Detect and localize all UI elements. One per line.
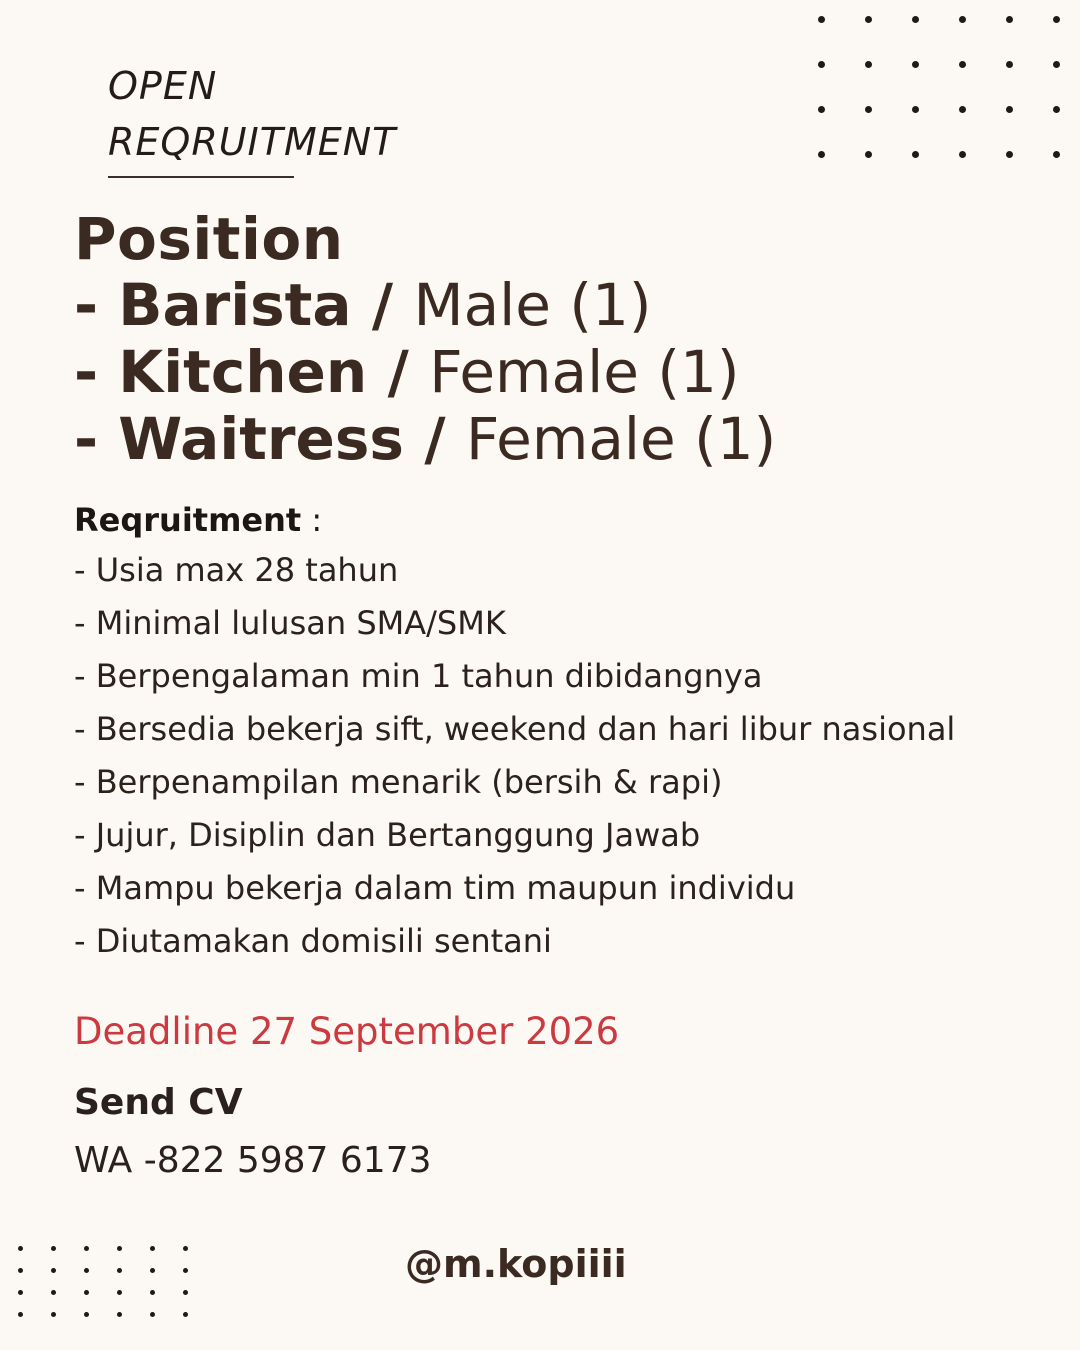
- requirements-title-colon: :: [301, 501, 323, 539]
- decorative-dot: [1006, 106, 1013, 113]
- position-role: Barista: [118, 271, 352, 339]
- position-role: Waitress: [118, 405, 404, 473]
- send-cv-label: Send CV: [74, 1082, 243, 1123]
- position-detail: Female (1): [465, 405, 777, 473]
- decorative-dot: [51, 1268, 56, 1273]
- position-detail: Female (1): [429, 338, 740, 406]
- decorative-dot: [959, 16, 966, 23]
- position-slash: /: [371, 271, 394, 339]
- decorative-dot: [150, 1268, 155, 1273]
- decorative-dot: [1006, 61, 1013, 68]
- decorative-dot: [150, 1290, 155, 1295]
- position-role: Kitchen: [118, 338, 368, 406]
- decorative-dot: [84, 1312, 89, 1317]
- header-underline: [108, 176, 294, 178]
- requirement-item: - Usia max 28 tahun: [74, 551, 399, 589]
- position-line: [74, 339, 1014, 406]
- decorative-dot: [1053, 106, 1060, 113]
- decorative-dot: [1053, 61, 1060, 68]
- requirement-item: - Mampu bekerja dalam tim maupun individu: [74, 869, 796, 907]
- position-slash: /: [387, 338, 409, 406]
- header-line-open: OPEN: [108, 64, 218, 108]
- decorative-dot: [818, 151, 825, 158]
- decorative-dot: [84, 1290, 89, 1295]
- decorative-dot: [1053, 151, 1060, 158]
- positions-section: [74, 206, 1014, 473]
- decorative-dot: [150, 1312, 155, 1317]
- decorative-dot: [183, 1312, 188, 1317]
- decorative-dot: [1006, 16, 1013, 23]
- position-line: [74, 272, 1014, 339]
- decorative-dot: [117, 1312, 122, 1317]
- position-prefix: -: [74, 405, 119, 473]
- position-detail: Male (1): [413, 271, 652, 339]
- requirement-item: - Berpengalaman min 1 tahun dibidangnya: [74, 657, 763, 695]
- decorative-dot: [117, 1268, 122, 1273]
- instagram-handle: @m.kopiiii: [405, 1242, 627, 1286]
- decorative-dot: [1006, 151, 1013, 158]
- decorative-dot: [865, 16, 872, 23]
- position-prefix: -: [74, 338, 119, 406]
- decorative-dot: [1053, 16, 1060, 23]
- requirements-title-text: Reqruitment: [74, 501, 302, 539]
- requirement-item: - Diutamakan domisili sentani: [74, 922, 552, 960]
- requirement-item: - Bersedia bekerja sift, weekend dan hari libur nasional: [74, 710, 956, 748]
- decorative-dot: [84, 1246, 89, 1251]
- decorative-dot: [117, 1246, 122, 1251]
- decorative-dot: [51, 1290, 56, 1295]
- decorative-dot: [183, 1290, 188, 1295]
- decorative-dot: [117, 1290, 122, 1295]
- decorative-dot: [18, 1246, 23, 1251]
- decorative-dot: [912, 16, 919, 23]
- decorative-dot: [818, 106, 825, 113]
- decorative-dot: [959, 151, 966, 158]
- decorative-dot: [183, 1246, 188, 1251]
- decorative-dot: [183, 1268, 188, 1273]
- decorative-dot: [912, 151, 919, 158]
- decorative-dot: [818, 16, 825, 23]
- decorative-dot: [865, 106, 872, 113]
- requirement-item: - Minimal lulusan SMA/SMK: [74, 604, 506, 642]
- decorative-dot: [51, 1246, 56, 1251]
- position-slash: /: [424, 405, 446, 473]
- decorative-dot: [51, 1312, 56, 1317]
- decorative-dot: [959, 106, 966, 113]
- header: [108, 58, 396, 170]
- decorative-dot: [865, 151, 872, 158]
- decorative-dot: [959, 61, 966, 68]
- deadline-text: Deadline 27 September 2026: [74, 1010, 620, 1053]
- position-line: [74, 406, 1014, 473]
- requirements-section: [74, 496, 1064, 968]
- decorative-dot: [150, 1246, 155, 1251]
- position-prefix: -: [74, 271, 119, 339]
- requirements-title: [74, 496, 1064, 544]
- requirement-item: - Berpenampilan menarik (bersih & rapi): [74, 763, 723, 801]
- decorative-dot: [818, 61, 825, 68]
- decorative-dot: [912, 106, 919, 113]
- decorative-dot: [18, 1290, 23, 1295]
- decorative-dot: [18, 1312, 23, 1317]
- decorative-dot: [84, 1268, 89, 1273]
- header-line-reqruitment: REQRUITMENT: [108, 120, 397, 164]
- whatsapp-number: WA -822 5987 6173: [74, 1140, 432, 1181]
- decorative-dot: [865, 61, 872, 68]
- decorative-dot: [912, 61, 919, 68]
- positions-title: Position: [74, 205, 344, 273]
- requirement-item: - Jujur, Disiplin dan Bertanggung Jawab: [74, 816, 701, 854]
- decorative-dot: [18, 1268, 23, 1273]
